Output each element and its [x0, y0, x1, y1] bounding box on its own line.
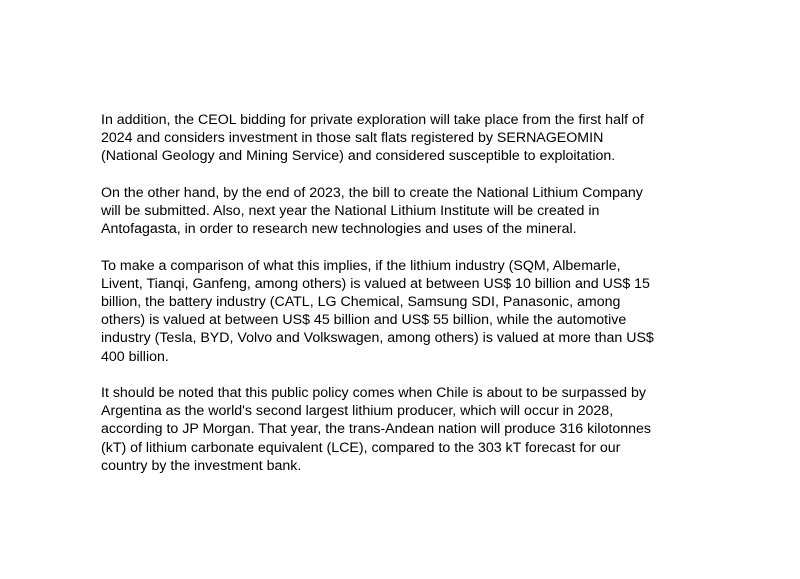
text-line: 2024 and considers investment in those salt flats registered by SERNAGEOMIN [101, 130, 604, 147]
text-line: (kT) of lithium carbonate equivalent (LCE), compared to the 303 kT forecast for our [101, 439, 621, 456]
text-line: will be submitted. Also, next year the National Lithium Institute will be created in [101, 203, 600, 219]
text-line: Antofagasta, in order to research new technologies and uses of the mineral. [101, 221, 577, 238]
paragraph-argentina-forecast [101, 384, 731, 475]
text-line: In addition, the CEOL bidding for private exploration will take place from the first half of [101, 112, 644, 128]
paragraph-industry-comparison [101, 257, 731, 366]
text-line: 400 billion. [101, 348, 169, 365]
text-line: To make a comparison of what this implies, if the lithium industry (SQM, Albemarle, [101, 257, 621, 274]
text-line: Livent, Tianqi, Ganfeng, among others) is valued at between US$ 10 billion and US$ 15 [101, 275, 650, 292]
text-line: On the other hand, by the end of 2023, the bill to create the National Lithium Company [101, 184, 643, 201]
text-line: others) is valued at between US$ 45 billion and US$ 55 billion, while the automotive [101, 312, 627, 329]
document-body [101, 111, 731, 493]
text-line: Argentina as the world's second largest lithium producer, which will occur in 2028, [101, 403, 614, 420]
paragraph-ceol-bidding [101, 111, 731, 166]
text-line: industry (Tesla, BYD, Volvo and Volkswagen, among others) is valued at more than US$ [101, 330, 654, 347]
paragraph-national-lithium-company [101, 184, 731, 239]
text-line: according to JP Morgan. That year, the trans-Andean nation will produce 316 kilotonnes [101, 421, 651, 438]
text-line: (National Geology and Mining Service) and considered susceptible to exploitation. [101, 148, 616, 165]
text-line: country by the investment bank. [101, 457, 302, 474]
text-line: It should be noted that this public policy comes when Chile is about to be surpassed by [101, 385, 646, 401]
text-line: billion, the battery industry (CATL, LG Chemical, Samsung SDI, Panasonic, among [101, 294, 621, 310]
